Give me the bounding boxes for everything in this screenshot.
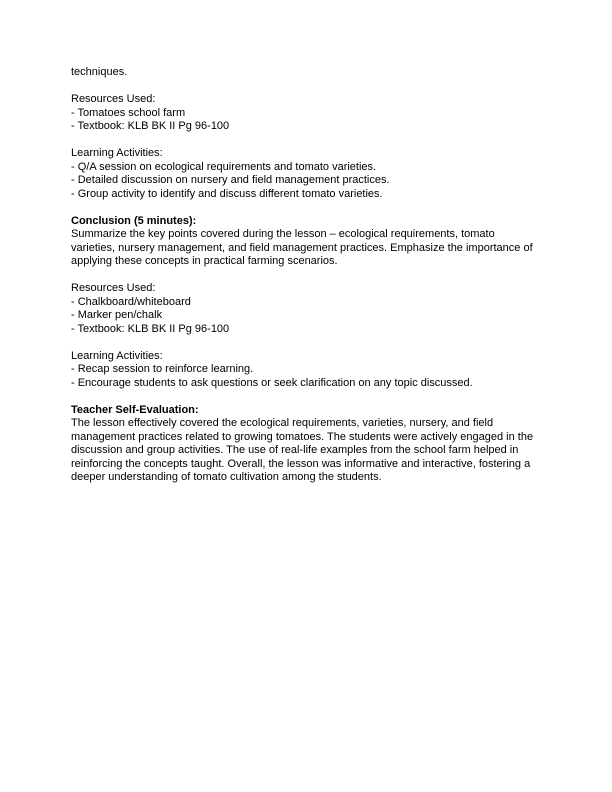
list-item: - Marker pen/chalk — [71, 309, 163, 321]
paragraph-fragment: techniques. — [71, 66, 128, 78]
section-label-resources-2: Resources Used: — [71, 282, 156, 294]
teacher-self-evaluation-paragraph: The lesson effectively covered the ecological requirements, varieties, nursery, and field management practices related to growing tomatoes. The students were actively engaged in the discussion and group activities. The use of real-life examples from the school farm helped in reinforcing the concepts taught. Overall, the lesson was informative and interactive, fostering a deeper understanding of tomato cultivation among the students. — [71, 417, 534, 483]
conclusion-section — [71, 215, 541, 269]
learning-activities-section-1 — [71, 147, 541, 201]
list-item: - Chalkboard/whiteboard — [71, 295, 191, 308]
learning-activities-section-2 — [71, 350, 541, 391]
resources-used-section-2 — [71, 282, 541, 336]
list-item: - Tomatoes school farm — [71, 106, 186, 119]
section-label-activities-1: Learning Activities: — [71, 147, 163, 159]
teacher-self-evaluation-section — [71, 404, 541, 485]
list-item: - Group activity to identify and discuss different tomato varieties. — [71, 187, 383, 200]
list-item: - Detailed discussion on nursery and field management practices. — [71, 174, 390, 186]
paragraph-fragment-block — [71, 66, 541, 80]
teacher-self-evaluation-heading: Teacher Self-Evaluation: — [71, 403, 199, 416]
conclusion-paragraph: Summarize the key points covered during the lesson – ecological requirements, tomato varieties, nursery management, and field management practices. Emphasize the importance of applying these concepts in practical farming scenarios. — [71, 228, 533, 267]
section-label-resources-1: Resources Used: — [71, 93, 156, 105]
section-label-activities-2: Learning Activities: — [71, 349, 163, 362]
list-item: - Recap session to reinforce learning. — [71, 363, 254, 375]
conclusion-heading: Conclusion (5 minutes): — [71, 214, 197, 227]
list-item: - Encourage students to ask questions or seek clarification on any topic discussed. — [71, 376, 473, 389]
list-item: - Textbook: KLB BK II Pg 96-100 — [71, 322, 230, 335]
list-item: - Q/A session on ecological requirements and tomato varieties. — [71, 160, 377, 173]
resources-used-section-1 — [71, 93, 541, 134]
list-item: - Textbook: KLB BK II Pg 96-100 — [71, 120, 230, 132]
